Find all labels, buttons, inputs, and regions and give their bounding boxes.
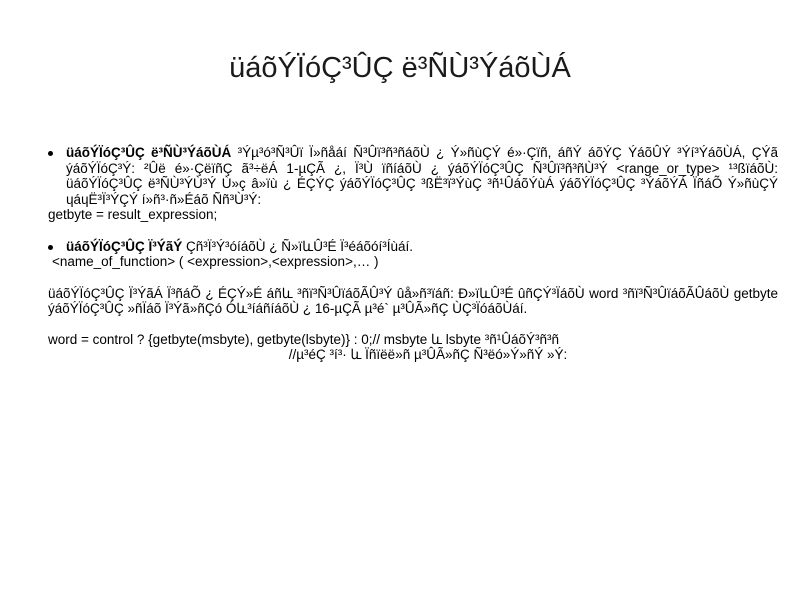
bullet-dot [48,245,53,250]
bullet-dot [48,151,53,156]
syntax-line: <name_of_function> ( <expression>,<expression>,… ) [52,254,379,269]
code-line-getbyte: getbyte = result_expression; [48,207,218,222]
bullet-item-1 [48,145,778,207]
paragraph-3: üáõÝÏóÇ³ÛÇ Ï³ÝãÁ Ï³ñáÕ ¿ ÉÇÝ»É áñև ³ñï³Ñ³ÛïáõÃÛ³Ý ûå»ñ³ïáñ: Ð»ïևÛ³É ûñÇÝ³ÏáõÙ word ³ñï³Ñ³ÛïáõÃÛáõÙ getbyte ýáõÝÏóÇ³ÛÇ »ñÏáõ Ï³Ýã»ñÇó Óև³íáñíáõÙ ¿ 16-µÇÃ µ³é` µ³ÛÃ»ñÇ ÙÇ³ÏóáõÙáí. [48,285,778,316]
bullet-item-2 [48,239,778,255]
bullet-1-text: ³Ýµ³ó³Ñ³Ûï Ï»ñåáí Ñ³Ûï³ñ³ñáõÙ ¿ Ý»ñùÇÝ é»·Çïñ, áñÝ áõÝÇ ÝáõÛÝ ³Ýí³ÝáõÙÁ, ÇÝã ýáõÝÏóÇ³Ý: ²Ûë é»·ÇëïñÇ ã³÷ëÁ 1-µÇÃ ¿, Ï³Ù ïñíáõÙ ¿ ýáõÝÏóÇ³ÛÇ Ñ³Ûï³ñ³ñÙ³Ý <range_or_type> ¹³ßïáõÙ: üáõÝÏóÇ³ÛÇ ë³ÑÙ³ÝÙ³Ý Ù»ç â»ïù ¿ ÉÇÝÇ ýáõÝÏóÇ³ÛÇ ³ßË³ï³ÝùÇ ³ñ¹ÛáõÝùÁ ýáõÝÏóÇ³ÛÇ ³ÝáõÝÁ ÏñáÕ Ý»ñùÇÝ ɥáɥË³Ï³ÝÇÝ í»ñ³·ñ»Éáõ Ññ³Ù³Ý: [66,145,778,207]
slide-title: üáõÝÏóÇ³ÛÇ ë³ÑÙ³ÝáõÙÁ [229,52,571,84]
code-line-word: word = control ? {getbyte(msbyte), getbyte(lsbyte)} : 0;// msbyte և lsbyte ³ñ¹ÛáõÝ³ñ³ñ [48,331,560,347]
slide-body [48,145,778,363]
bullet-2-bold: üáõÝÏóÇ³ÛÇ Ï³ÝãÝ [66,238,183,254]
bullet-2-text: Çñ³Ï³Ý³óíáõÙ ¿ Ñ»ïևÛ³É Ï³éáõóí³Íùáí. [182,238,414,254]
code-comment-line: //µ³éÇ ³í³· և Ïñïëë»ñ µ³ÛÃ»ñÇ Ñ³ëó»Ý»ñÝ »Ý: [288,347,568,362]
bullet-1-bold: üáõÝÏóÇ³ÛÇ ë³ÑÙ³ÝáõÙÁ [66,145,232,160]
